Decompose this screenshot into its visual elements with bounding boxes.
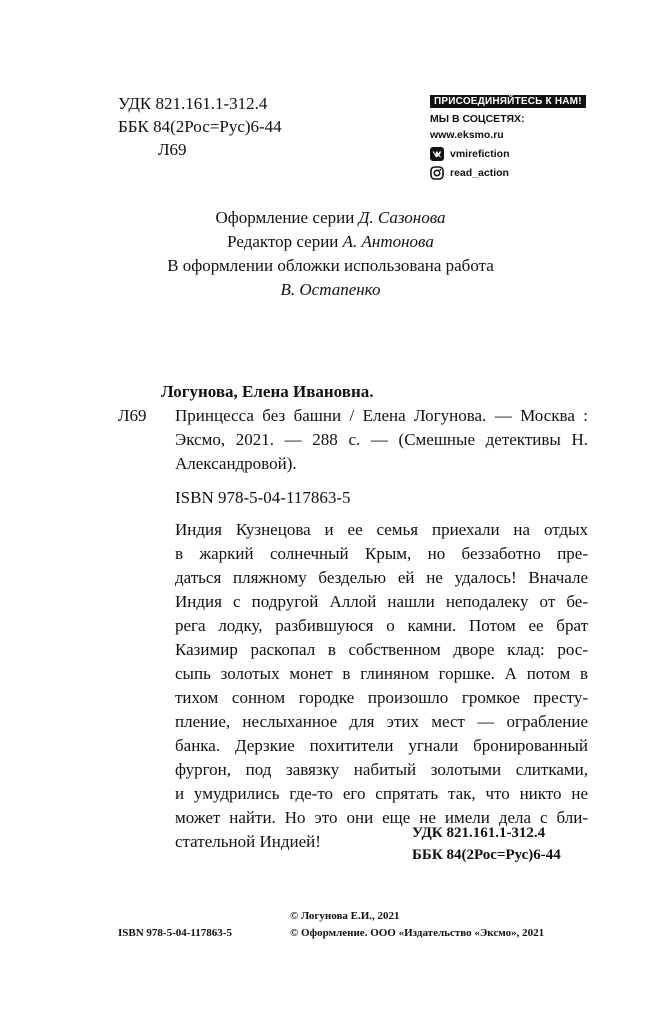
vk-icon bbox=[430, 147, 444, 161]
entry-text: Принцесса без башни / Елена Логунова. — Москва : Эксмо, 2021. — 288 с. — (Смешные детективы Н. Александровой). bbox=[175, 406, 588, 473]
instagram-handle: read_action bbox=[450, 167, 509, 179]
annotation-line: Индия Кузнецова и ее семья приехали на отдых bbox=[175, 520, 588, 539]
entry-row bbox=[118, 404, 588, 476]
annotation-line: Казимир раскопал в собственном дворе клад: рос- bbox=[175, 640, 588, 659]
annotation-line: сыпь золотых монет в глиняном горшке. А потом в bbox=[175, 664, 588, 683]
join-us-banner: ПРИСОЕДИНЯЙТЕСЬ К НАМ! bbox=[430, 95, 586, 108]
copyright-author: © Логунова Е.И., 2021 bbox=[290, 910, 400, 922]
vk-handle: vmirefiction bbox=[450, 148, 510, 160]
copyright-block bbox=[118, 908, 588, 942]
copyright-row-design bbox=[118, 925, 588, 942]
annotation-line: банка. Дерзкие похитители угнали бронированный bbox=[175, 736, 588, 755]
series-editor-name: А. Антонова bbox=[342, 232, 434, 251]
annotation-line: рега лодку, разбившуюся о камни. Потом ее брат bbox=[175, 616, 588, 635]
copyright-isbn: ISBN 978-5-04-117863-5 bbox=[118, 927, 232, 939]
networks-label: МЫ В СОЦСЕТЯХ: bbox=[430, 113, 525, 125]
series-design-line bbox=[0, 206, 661, 230]
annotation-line: даться пляжному безделью ей не удалось! Вначале bbox=[175, 568, 588, 587]
annotation bbox=[118, 518, 588, 854]
site-link[interactable]: www.eksmo.ru bbox=[430, 129, 504, 141]
instagram-icon bbox=[430, 166, 444, 180]
entry-code: Л69 bbox=[118, 406, 147, 425]
bbk-code-bottom: ББК 84(2Рос=Рус)6-44 bbox=[412, 847, 561, 863]
annotation-line: и умудрились где-то его спрятать так, что никто не bbox=[175, 784, 588, 803]
bbk-code: ББК 84(2Рос=Рус)6-44 bbox=[118, 117, 282, 136]
cover-note: В оформлении обложки использована работа bbox=[167, 256, 494, 275]
bottom-classification-codes bbox=[412, 822, 561, 866]
author-mark: Л69 bbox=[158, 140, 187, 159]
annotation-line: может найти. Но это они еще не имели дела с бли- bbox=[175, 808, 588, 827]
annotation-line: в жаркий солнечный Крым, но беззаботно пре- bbox=[175, 544, 588, 563]
instagram-row[interactable] bbox=[430, 165, 586, 181]
annotation-line: тихом сонном городке произошло громкое престу- bbox=[175, 688, 588, 707]
annotation-line: фургон, под завязку набитый золотыми слитками, bbox=[175, 760, 588, 779]
series-design-label: Оформление серии bbox=[215, 208, 355, 227]
cover-artist: В. Остапенко bbox=[280, 280, 381, 299]
isbn: ISBN 978-5-04-117863-5 bbox=[175, 488, 351, 507]
annotation-line: пление, неслыханное для этих мест — ограбление bbox=[175, 712, 588, 731]
vk-row[interactable] bbox=[430, 146, 586, 162]
annotation-line: Индия с подругой Аллой нашли неподалеку от бе- bbox=[175, 592, 588, 611]
social-block bbox=[430, 95, 586, 181]
udk-code-bottom: УДК 821.161.1-312.4 bbox=[412, 825, 546, 841]
credits-block bbox=[0, 206, 661, 302]
top-classification-codes bbox=[118, 92, 282, 161]
series-editor-line bbox=[0, 230, 661, 254]
author-heading: Логунова, Елена Ивановна. bbox=[161, 382, 374, 401]
copyright-design: © Оформление. ООО «Издательство «Эксмо», 2021 bbox=[290, 927, 545, 939]
series-editor-label: Редактор серии bbox=[227, 232, 339, 251]
bibliographic-entry bbox=[118, 380, 588, 854]
series-design-name: Д. Сазонова bbox=[358, 208, 446, 227]
annotation-line: стательной Индией! bbox=[175, 832, 321, 851]
copyright-row-author bbox=[118, 908, 588, 925]
udk-code: УДК 821.161.1-312.4 bbox=[118, 94, 268, 113]
